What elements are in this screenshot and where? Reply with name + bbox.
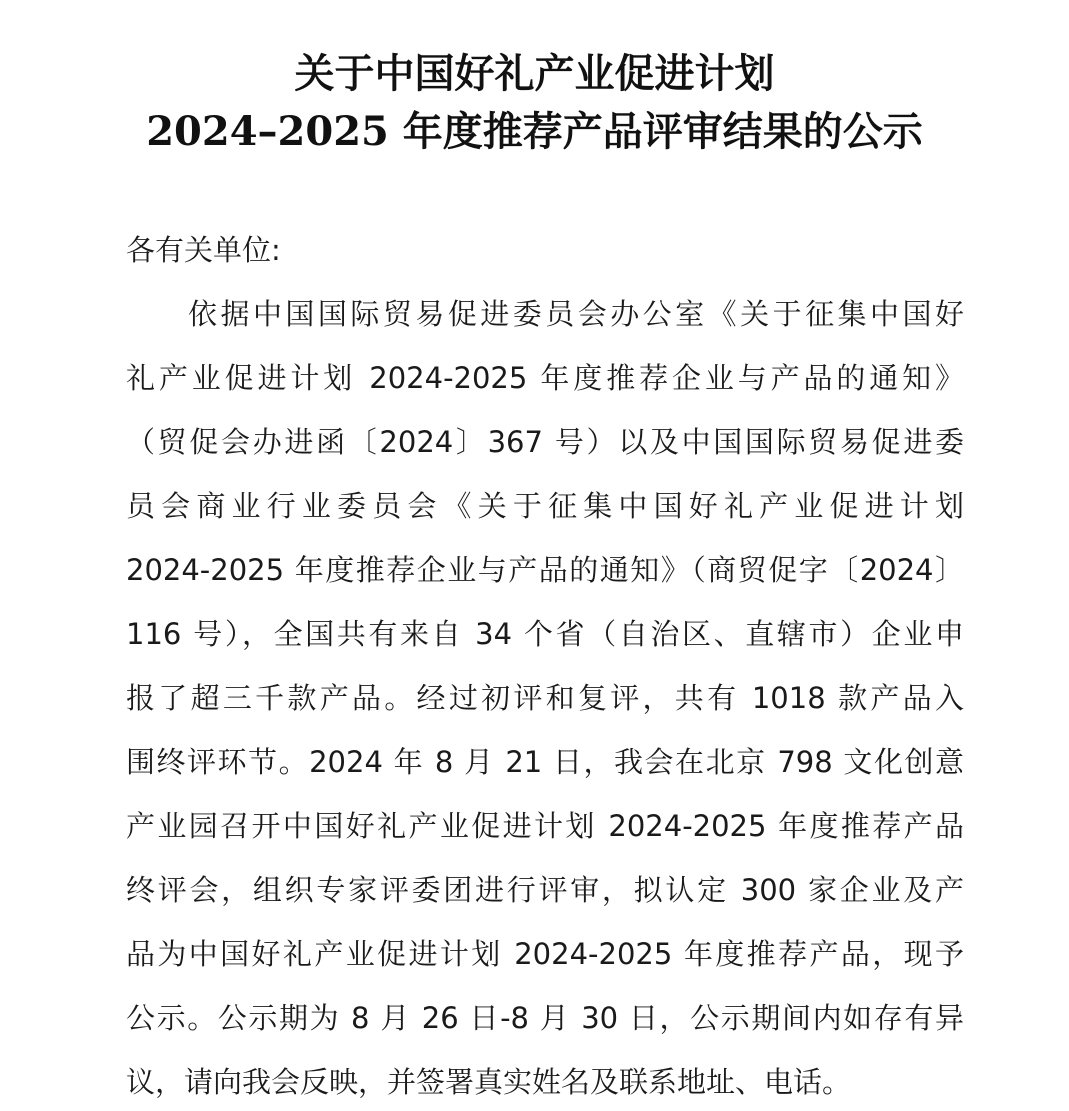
paragraph-line: 议，请向我会反映，并签署真实姓名及联系地址、电话。 [126, 1065, 852, 1099]
paragraph-line: 2024-2025 年度推荐企业与产品的通知》（商贸促字〔2024〕 [126, 553, 964, 587]
paragraph-line: 依据中国国际贸易促进委员会办公室《关于征集中国好 [188, 297, 964, 331]
salutation: 各有关单位: [126, 233, 281, 267]
paragraph-line: 品为中国好礼产业促进计划 2024-2025 年度推荐产品，现予 [126, 937, 964, 971]
paragraph-line: 围终评环节。2024 年 8 月 21 日，我会在北京 798 文化创意 [126, 745, 964, 779]
paragraph-line: （贸促会办进函〔2024〕367 号）以及中国国际贸易促进委 [126, 425, 964, 459]
paragraph-line: 报了超三千款产品。经过初评和复评，共有 1018 款产品入 [126, 681, 964, 715]
paragraph-line: 产业园召开中国好礼产业促进计划 2024-2025 年度推荐产品 [126, 809, 964, 843]
paragraph-line: 礼产业促进计划 2024-2025 年度推荐企业与产品的通知》 [126, 361, 964, 395]
document-title-line-2: 2024–2025 年度推荐产品评审结果的公示 [146, 108, 923, 155]
paragraph-line: 公示。公示期为 8 月 26 日-8 月 30 日，公示期间内如存有异 [126, 1001, 964, 1035]
paragraph-line: 终评会，组织专家评委团进行评审，拟认定 300 家企业及产 [126, 873, 964, 907]
paragraph-line: 员会商业行业委员会《关于征集中国好礼产业促进计划 [126, 489, 964, 523]
paragraph-line: 116 号），全国共有来自 34 个省（自治区、直辖市）企业申 [126, 617, 964, 651]
document-title-line-1: 关于中国好礼产业促进计划 [294, 50, 775, 97]
